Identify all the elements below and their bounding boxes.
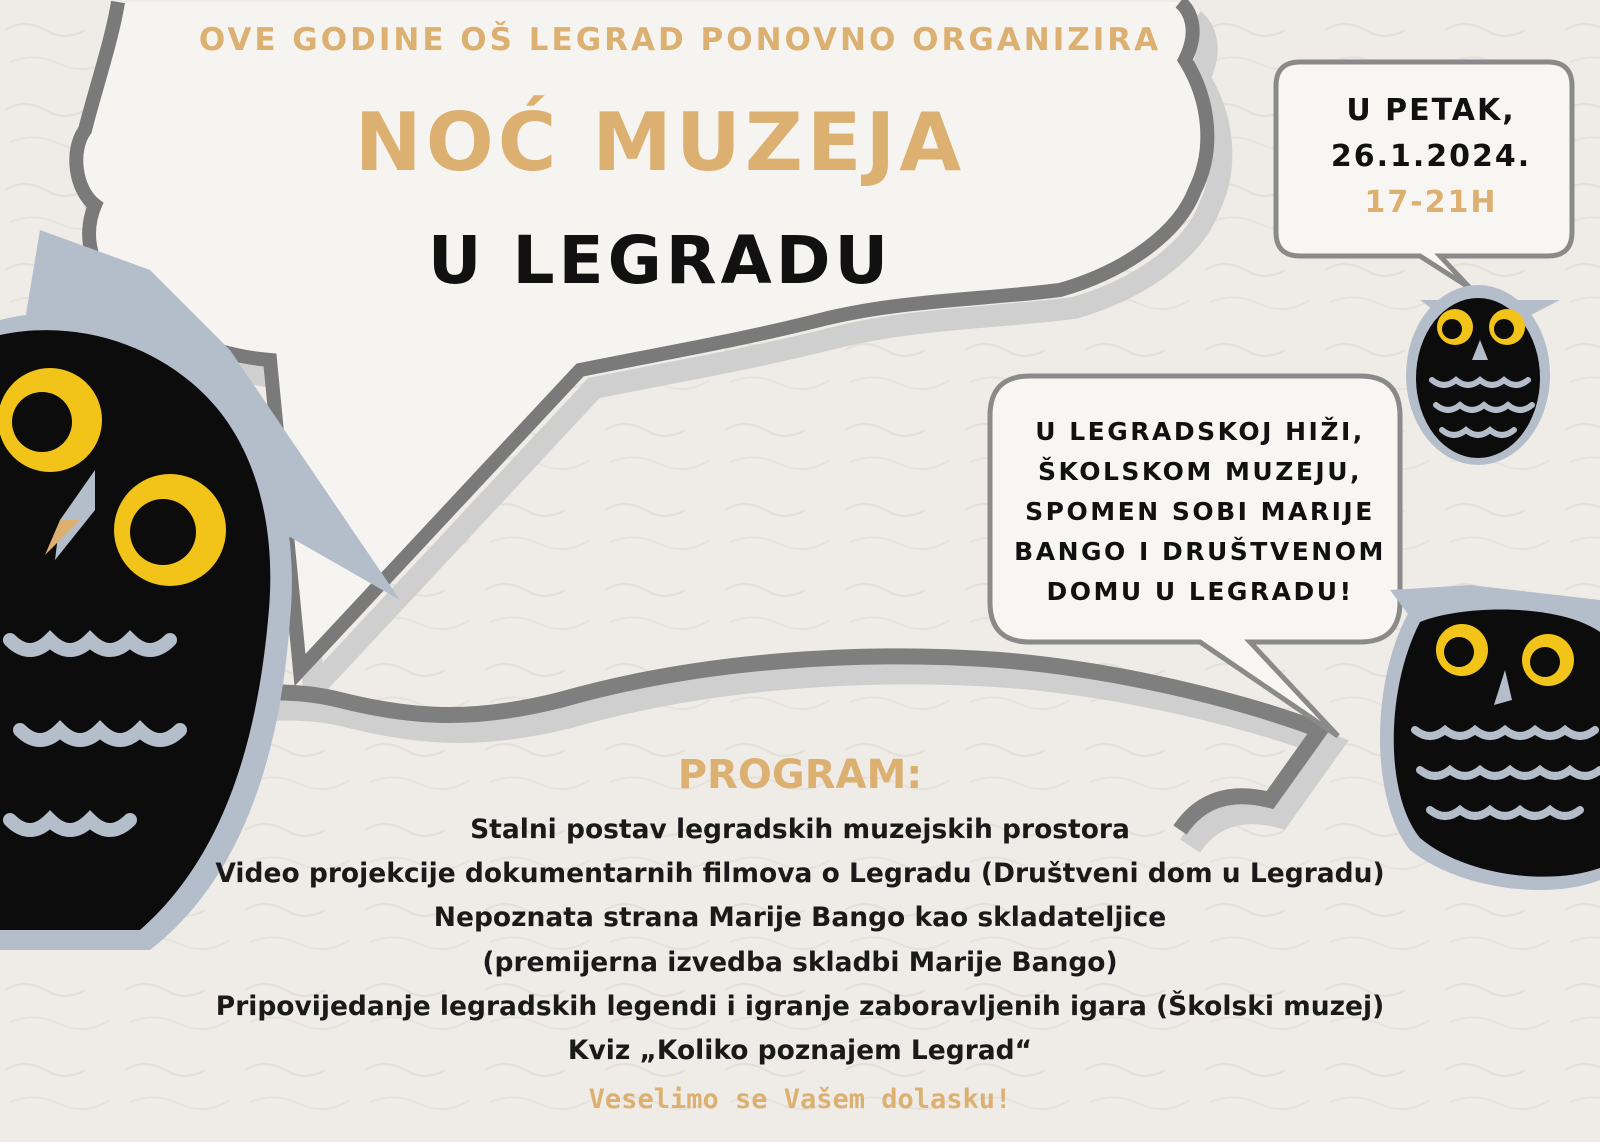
intro-text: OVE GODINE OŠ LEGRAD PONOVNO ORGANIZIRA (198, 22, 1162, 58)
location-text (1000, 412, 1400, 612)
title-line-2: U LEGRADU (427, 222, 893, 299)
time-text: 17-21H (1364, 185, 1498, 220)
program-list (120, 808, 1480, 1073)
program-item: Kviz „Koliko poznajem Legrad“ (567, 1035, 1033, 1067)
program-item: Nepoznata strana Marije Bango kao skladateljice (433, 902, 1167, 934)
location-line: SPOMEN SOBI MARIJE (1025, 497, 1375, 526)
location-line: DOMU U LEGRADU! (1046, 577, 1354, 606)
program-item: Stalni postav legradskih muzejskih prostora (470, 814, 1130, 845)
title-line-1: NOĆ MUZEJA (354, 96, 966, 189)
program-item: Video projekcije dokumentarnih filmova o Legradu (Društveni dom u Legradu) (215, 858, 1385, 890)
date-box (1288, 88, 1574, 226)
program-item: (premijerna izvedba skladbi Marije Bango) (482, 946, 1118, 978)
closing-text: Veselimo se Vašem dolasku! (588, 1084, 1012, 1115)
date-line-2: 26.1.2024. (1330, 139, 1532, 174)
location-line: U LEGRADSKOJ HIŽI, (1035, 417, 1365, 446)
location-line: BANGO I DRUŠTVENOM (1014, 537, 1386, 566)
location-line: ŠKOLSKOM MUZEJU, (1037, 457, 1362, 486)
date-line-1: U PETAK, (1346, 93, 1516, 128)
program-item: Pripovijedanje legradskih legendi i igranje zaboravljenih igara (Školski muzej) (215, 990, 1385, 1022)
program-heading: PROGRAM: (677, 752, 923, 798)
